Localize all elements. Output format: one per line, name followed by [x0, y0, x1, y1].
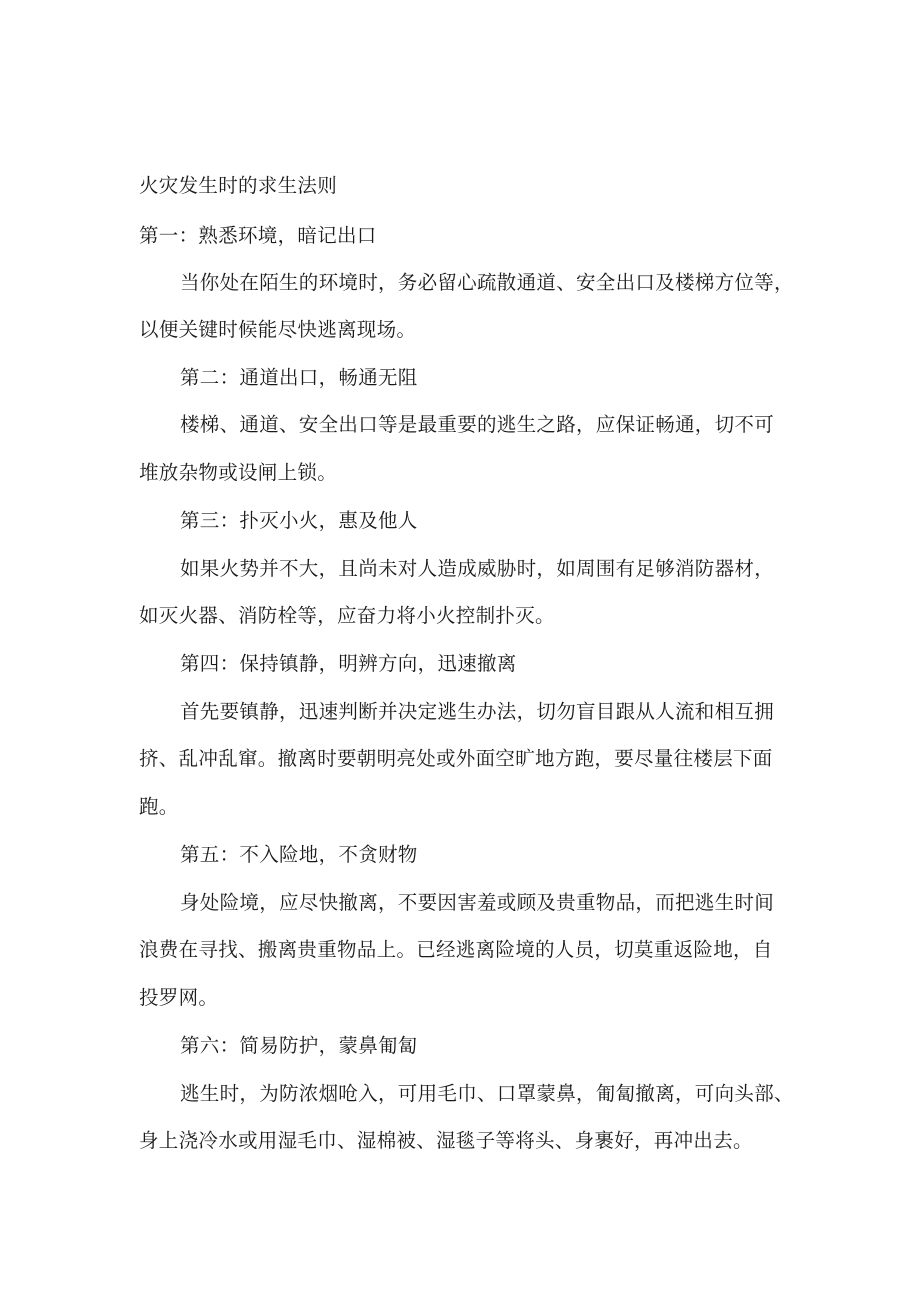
section-5-body-line-2: 浪费在寻找、搬离贵重物品上。已经逃离险境的人员，切莫重返险地，自	[139, 938, 773, 961]
section-2-heading: 第二：通道出口，畅通无阻	[180, 366, 418, 389]
section-1-heading: 第一：熟悉环境，暗记出口	[139, 224, 377, 247]
section-2-body-line-1: 楼梯、通道、安全出口等是最重要的逃生之路，应保证畅通，切不可	[180, 413, 775, 436]
section-2-body-line-2: 堆放杂物或设闸上锁。	[139, 461, 338, 484]
section-3-heading: 第三：扑灭小火，惠及他人	[180, 509, 418, 532]
section-1-body-line-1: 当你处在陌生的环境时，务必留心疏散通道、安全出口及楼梯方位等，	[180, 271, 794, 294]
section-4-heading: 第四：保持镇静，明辨方向，迅速撤离	[180, 652, 517, 675]
section-3-body-line-1: 如果火势并不大，且尚未对人造成威胁时，如周围有足够消防器材，	[180, 557, 775, 580]
section-6-heading: 第六：简易防护，蒙鼻匍匐	[180, 1034, 418, 1057]
document-title: 火灾发生时的求生法则	[139, 174, 338, 197]
section-3-body-line-2: 如灭火器、消防栓等，应奋力将小火控制扑灭。	[139, 604, 555, 627]
section-4-body-line-3: 跑。	[139, 795, 179, 818]
section-5-body-line-3: 投罗网。	[139, 986, 219, 1009]
section-6-body-line-1: 逃生时，为防浓烟呛入，可用毛巾、口罩蒙鼻，匍匐撤离，可向头部、	[180, 1082, 794, 1105]
section-1-body-line-2: 以便关键时候能尽快逃离现场。	[139, 318, 417, 341]
section-5-heading: 第五：不入险地，不贪财物	[180, 843, 418, 866]
section-4-body-line-1: 首先要镇静，迅速判断并决定逃生办法，切勿盲目跟从人流和相互拥	[180, 700, 775, 723]
section-5-body-line-1: 身处险境，应尽快撤离，不要因害羞或顾及贵重物品，而把逃生时间	[180, 891, 775, 914]
section-4-body-line-2: 挤、乱冲乱窜。撤离时要朝明亮处或外面空旷地方跑，要尽量往楼层下面	[139, 747, 773, 770]
section-6-body-line-2: 身上浇冷水或用湿毛巾、湿棉被、湿毯子等将头、身裹好，再冲出去。	[139, 1129, 753, 1152]
